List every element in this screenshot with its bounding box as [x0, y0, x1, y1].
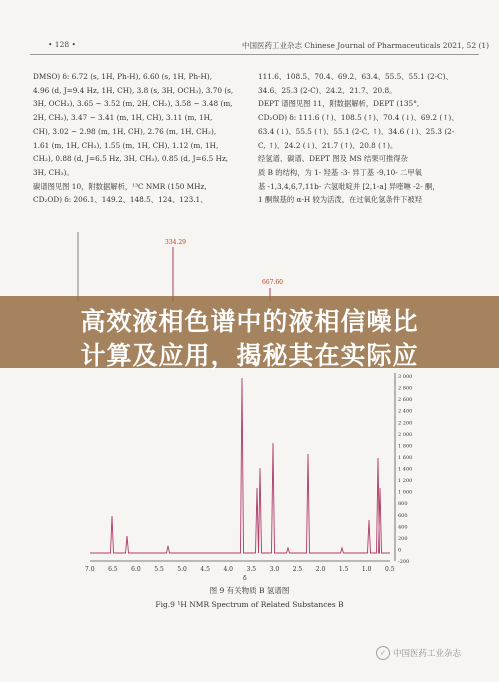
text-line: CD₂OD) δ: 111.6 (↑)、108.5 (↑)、70.4 (↓)、69.2 (↑)、: [258, 113, 459, 123]
text-line: 碳谱图见图 10，附数据解析，¹³C NMR (150 MHz,: [33, 181, 207, 191]
text-line: 1 酮羰基的 α-H 较为活泼，在过氧化氢条件下被羟: [258, 195, 422, 205]
text-line: 质 B 的结构，为 1- 羟基 -3- 异丁基 -9,10- 二甲氧: [258, 167, 422, 177]
nmr-y-tick-label: 2 000: [398, 431, 413, 438]
text-line: 3H, CH₃)。: [33, 167, 74, 177]
nmr-y-tick-label: 600: [398, 512, 408, 519]
watermark-text: 中国医药工业杂志: [393, 649, 462, 659]
text-line: 34.6、25.3 (2-C)、24.2、21.7、20.8。: [258, 85, 397, 95]
nmr-x-tick-label: 2.0: [315, 566, 326, 573]
text-line: 3H, OCH₃), 3.65 ~ 3.52 (m, 2H, CH₂), 3.58 ~ 3.48 (m,: [33, 99, 233, 109]
nmr-y-tick-label: 400: [398, 524, 408, 531]
nmr-x-tick-label: 4.5: [200, 566, 210, 573]
nmr-trace: [90, 378, 390, 553]
nmr-spectrum: [80, 368, 430, 583]
nmr-y-tick-label: 2 400: [398, 408, 413, 415]
text-line: 2H, CH₂), 3.47 ~ 3.41 (m, 1H, CH), 3.11 (m, 1H,: [33, 113, 213, 123]
nmr-y-tick-label: 1 200: [398, 478, 413, 485]
text-line: 4.96 (d, J=9.4 Hz, 1H, CH), 3.8 (s, 3H, OCH₃), 3.70 (s,: [33, 85, 234, 95]
nmr-y-tick-label: 2 600: [398, 397, 413, 404]
nmr-y-tick-label: 2 200: [398, 420, 413, 427]
nmr-x-tick-label: 7.0: [85, 566, 95, 573]
text-line: 1.61 (m, 1H, CH₂), 1.55 (m, 1H, CH), 1.12 (m, 1H,: [33, 140, 219, 150]
journal-header: 中国医药工业杂志 Chinese Journal of Pharmaceuticals 2021, 52 (1): [242, 41, 490, 50]
nmr-x-tick-label: 4.0: [223, 566, 234, 573]
watermark: [376, 646, 461, 660]
text-line: CH₂), 0.88 (d, J=6.5 Hz, 3H, CH₃), 0.85 (d, J=6.5 Hz,: [33, 154, 229, 164]
nmr-y-tick-label: 200: [398, 535, 408, 542]
nmr-x-unit: δ: [243, 575, 247, 582]
wechat-icon: ✓: [376, 646, 390, 660]
nmr-x-tick-label: 5.0: [177, 566, 187, 573]
banner-title-line2: 计算及应用，揭秘其在实际应: [80, 341, 419, 370]
text-line: 经氢谱、碳谱、DEPT 图及 MS 结果可推得杂: [258, 154, 408, 164]
figure-caption-cn: 图 9 有关物质 B 氢谱图: [209, 586, 290, 595]
text-line: 基 -1,3,4,6,7,11b- 六氢吡啶并 [2,1-a] 异喹啉 -2- 酮，: [258, 181, 440, 191]
ms-peak-label: 667.60: [262, 279, 283, 286]
nmr-x-tick-label: 1.5: [338, 566, 349, 573]
nmr-x-tick-label: 6.5: [108, 566, 118, 573]
nmr-y-tick-label: 800: [398, 501, 408, 508]
nmr-x-tick-label: 6.0: [131, 566, 141, 573]
text-line: DEPT 谱图见图 11，附数据解析，DEPT (135°,: [258, 99, 420, 109]
nmr-y-tick-label: 2 800: [398, 385, 413, 392]
banner-title-line1: 高效液相色谱中的液相信噪比: [80, 307, 419, 336]
nmr-x-tick-label: 1.0: [361, 566, 372, 573]
nmr-x-tick-label: 2.5: [292, 566, 303, 573]
nmr-y-tick-label: 1 800: [398, 443, 413, 450]
text-line: CD₂OD) δ: 206.1、149.2、148.5、124、123.1、: [33, 195, 208, 205]
ms-peak-label: 334.29: [165, 239, 186, 246]
nmr-y-tick-label: 3 000: [398, 374, 413, 380]
nmr-y-tick-label: -200: [398, 559, 410, 565]
nmr-x-tick-label: 3.5: [246, 566, 257, 573]
figure-caption-en: Fig.9 ¹H NMR Spectrum of Related Substances B: [155, 600, 344, 609]
mass-spectrum: [58, 222, 458, 302]
text-line: C, ↑)、24.2 (↓)、21.7 (↑)、20.8 (↑)。: [258, 140, 398, 150]
text-line: CH), 3.02 ~ 2.98 (m, 1H, CH), 2.76 (m, 1H, CH₂),: [33, 126, 217, 136]
right-text-column: [258, 70, 480, 207]
nmr-y-tick-label: 0: [398, 547, 402, 554]
text-line: 63.4 (↓)、55.5 (↑)、55.1 (2-C, ↑)、34.6 (↓)、25.3 (2-: [258, 126, 455, 136]
nmr-x-tick-label: 0.5: [385, 566, 395, 573]
nmr-x-tick-label: 3.0: [269, 566, 280, 573]
page-number: • 128 •: [48, 40, 76, 49]
text-line: 111.6、108.5、70.4、69.2、63.4、55.5、55.1 (2-C)、: [258, 72, 453, 81]
nmr-x-tick-label: 5.5: [154, 566, 164, 573]
nmr-y-tick-label: 1 000: [398, 489, 413, 496]
text-line: DMSO) δ: 6.72 (s, 1H, Ph-H), 6.60 (s, 1H, Ph-H),: [33, 72, 213, 81]
nmr-y-tick-label: 1 600: [398, 454, 413, 461]
header-rule: [30, 54, 479, 55]
nmr-y-tick-label: 1 400: [398, 466, 413, 473]
left-text-column: [33, 70, 248, 207]
